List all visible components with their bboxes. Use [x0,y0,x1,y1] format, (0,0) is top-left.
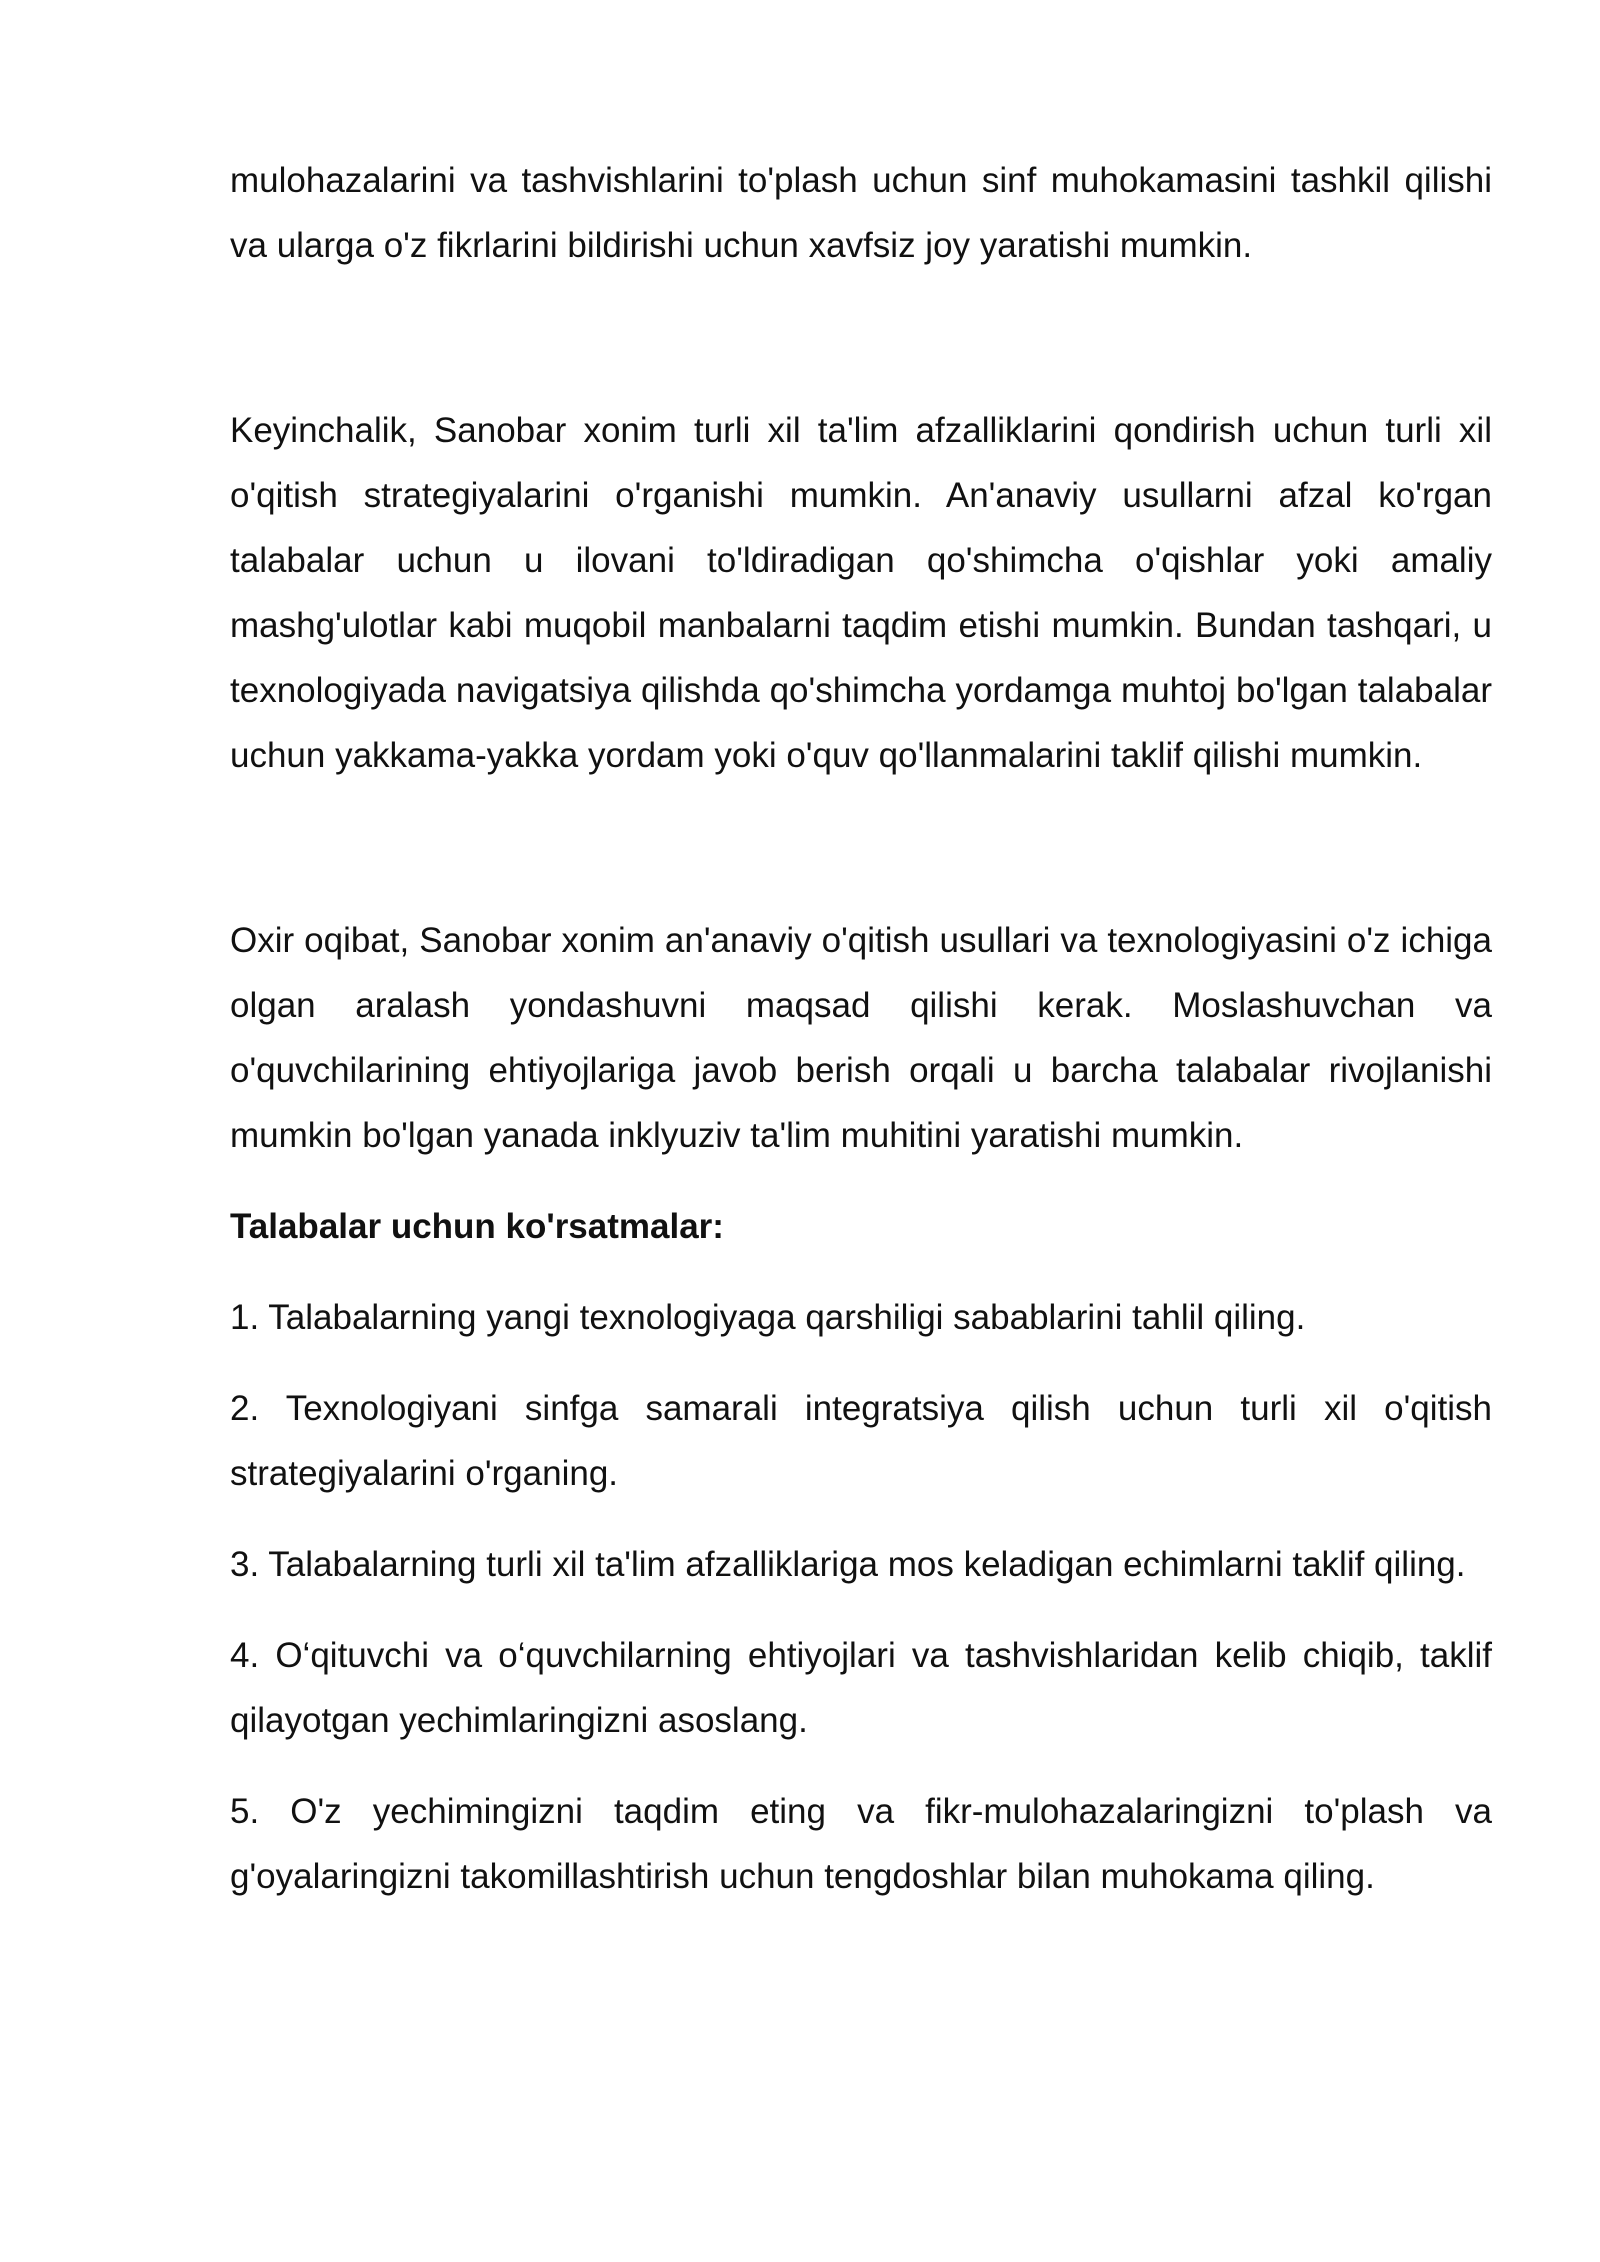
paragraph-strategies: Keyinchalik, Sanobar xonim turli xil ta'lim afzalliklarini qondirish uchun turli xil o'qitish strategiyalarini o'rganishi mumkin. An'anaviy usullarni afzal ko'rgan talabalar uchun u ilovani to'ldiradigan qo'shimcha o'qishlar yoki amaliy mashg'ulotlar kabi muqobil manbalarni taqdim etishi mumkin. Bundan tashqari, u texnologiyada navigatsiya qilishda qo'shimcha yordamga muhtoj bo'lgan talabalar uchun yakkama-yakka yordam yoki o'quv qo'llanmalarini taklif qilishi mumkin. [230,411,1492,775]
instruction-item-2: 2. Texnologiyani sinfga samarali integratsiya qilish uchun turli xil o'qitish strategiyalarini o'rganing. [230,1389,1492,1493]
instructions-heading: Talabalar uchun ko'rsatmalar: [230,1207,724,1246]
paragraph-continuation: mulohazalarini va tashvishlarini to'plash uchun sinf muhokamasini tashkil qilishi va ularga o'z fikrlarini bildirishi uchun xavfsiz joy yaratishi mumkin. [230,161,1492,265]
instruction-item-3: 3. Talabalarning turli xil ta'lim afzalliklariga mos keladigan echimlarni taklif qiling. [230,1545,1466,1584]
instruction-item-4: 4. O‘qituvchi va o‘quvchilarning ehtiyojlari va tashvishlaridan kelib chiqib, taklif qilayotgan yechimlaringizni asoslang. [230,1636,1492,1740]
instruction-item-5: 5. O'z yechimingizni taqdim eting va fikr-mulohazalaringizni to'plash va g'oyalaringizni takomillashtirish uchun tengdoshlar bilan muhokama qiling. [230,1792,1492,1896]
document-body [230,148,1492,1935]
paragraph-conclusion: Oxir oqibat, Sanobar xonim an'anaviy o'qitish usullari va texnologiyasini o'z ichiga olgan aralash yondashuvni maqsad qilishi kerak. Moslashuvchan va o'quvchilarining ehtiyojlariga javob berish orqali u barcha talabalar rivojlanishi mumkin bo'lgan yanada inklyuziv ta'lim muhitini yaratishi mumkin. [230,921,1492,1155]
instruction-item-1: 1. Talabalarning yangi texnologiyaga qarshiligi sabablarini tahlil qiling. [230,1298,1306,1337]
